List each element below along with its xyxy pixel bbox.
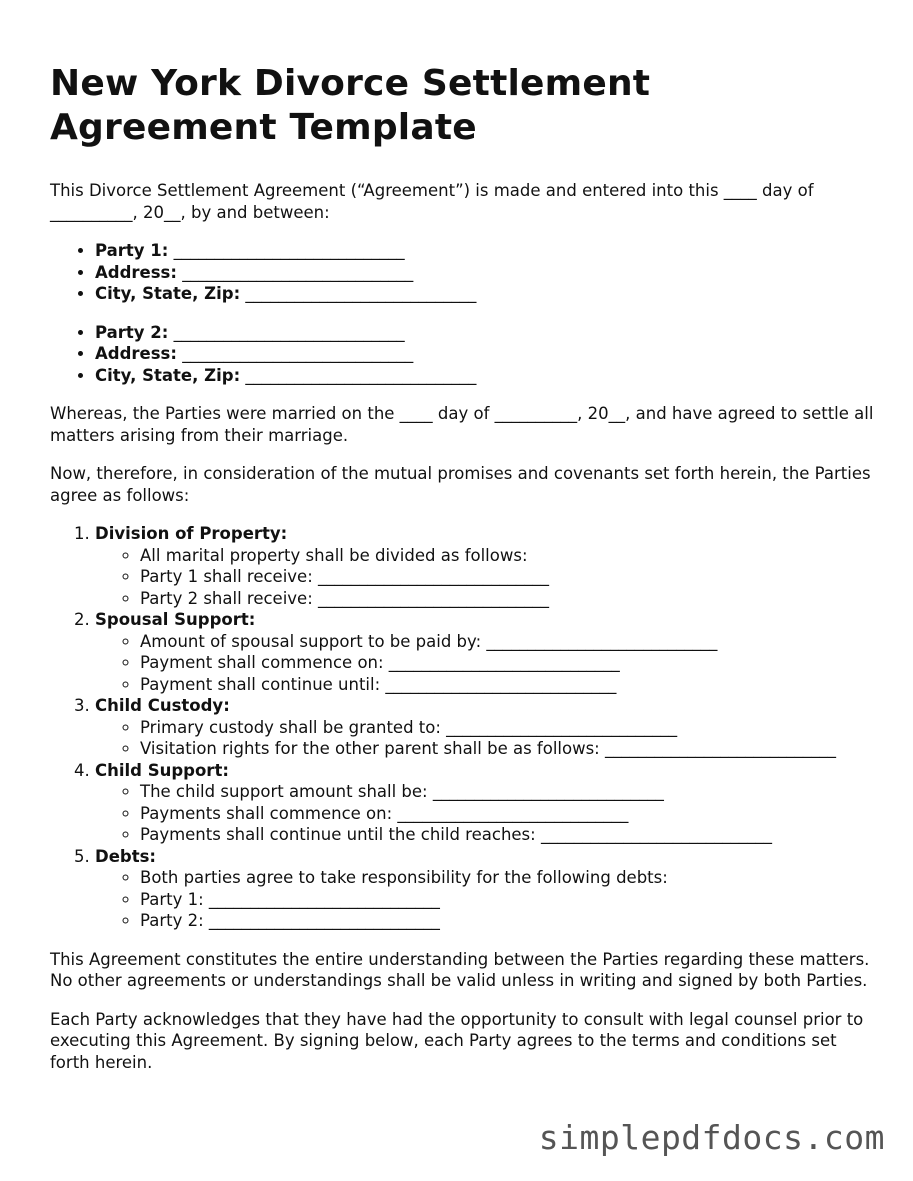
document-page [50, 62, 880, 1090]
list-item: • Party 2: ____________________________ [95, 322, 880, 344]
list-item: ◦ Payments shall continue until the child reaches: ____________________________ [140, 824, 880, 846]
list-item: ◦ Payment shall commence on: ____________________________ [140, 652, 880, 674]
list-item: ◦ Visitation rights for the other parent shall be as follows: ____________________________ [140, 738, 880, 760]
page-title: New York Divorce Settlement Agreement Template [50, 63, 651, 148]
list-item: ◦ Amount of spousal support to be paid by: ____________________________ [140, 631, 880, 653]
list-item: • Address: ____________________________ [95, 343, 880, 365]
list-item: ◦ Party 1: ____________________________ [140, 889, 880, 911]
sections-list [50, 523, 880, 932]
list-item: ◦ Party 2: ____________________________ [140, 910, 880, 932]
party1-list [50, 240, 880, 305]
list-item: • City, State, Zip: ____________________________ [95, 283, 880, 305]
party2-list [50, 322, 880, 387]
section-child-custody: 3. Child Custody: ◦ Primary custody shall be granted to: ____________________________ ◦ Visitation rights for the other parent shall be as follows: ____________________________ [95, 695, 880, 760]
list-item: ◦ Party 2 shall receive: ____________________________ [140, 588, 880, 610]
watermark: simplepdfdocs.com [538, 1118, 885, 1157]
list-item: ◦ Payment shall continue until: ____________________________ [140, 674, 880, 696]
list-item: ◦ All marital property shall be divided as follows: [140, 545, 880, 567]
list-item: ◦ Party 1 shall receive: ____________________________ [140, 566, 880, 588]
list-item: • Party 1: ____________________________ [95, 240, 880, 262]
section-child-support: 4. Child Support: ◦ The child support amount shall be: ____________________________ ◦ Payments shall commence on: ____________________________ ◦ Payments shall continue until the child reaches: ____________________________ [95, 760, 880, 846]
section-debts: 5. Debts: ◦ Both parties agree to take responsibility for the following debts: ◦ Party 1: ____________________________ ◦ Party 2: ____________________________ [95, 846, 880, 932]
list-item: ◦ The child support amount shall be: ____________________________ [140, 781, 880, 803]
whereas-paragraph: Whereas, the Parties were married on the ____ day of __________, 20__, and have agreed to settle all matters arising from their marriage. [50, 404, 874, 445]
section-spousal-support: 2. Spousal Support: ◦ Amount of spousal support to be paid by: ____________________________ ◦ Payment shall commence on: ____________________________ ◦ Payment shall continue until: ____________________________ [95, 609, 880, 695]
list-item: ◦ Payments shall commence on: ____________________________ [140, 803, 880, 825]
list-item: • City, State, Zip: ____________________________ [95, 365, 880, 387]
list-item: • Address: ____________________________ [95, 262, 880, 284]
section-division-of-property: 1. Division of Property: ◦ All marital property shall be divided as follows: ◦ Party 1 shall receive: ____________________________ ◦ Party 2 shall receive: ____________________________ [95, 523, 880, 609]
acknowledgment-paragraph: Each Party acknowledges that they have had the opportunity to consult with legal counsel prior to executing this Agreement. By signing below, each Party agrees to the terms and conditions set forth herein. [50, 1009, 864, 1072]
list-item: ◦ Primary custody shall be granted to: ____________________________ [140, 717, 880, 739]
now-therefore-paragraph: Now, therefore, in consideration of the mutual promises and covenants set forth herein, the Parties agree as follows: [50, 464, 871, 505]
list-item: ◦ Both parties agree to take responsibility for the following debts: [140, 867, 880, 889]
entire-agreement-paragraph: This Agreement constitutes the entire understanding between the Parties regarding these matters. No other agreements or understandings shall be valid unless in writing and signed by both Parties. [50, 949, 870, 990]
intro-paragraph: This Divorce Settlement Agreement (“Agreement”) is made and entered into this ____ day of __________, 20__, by and between: [50, 181, 814, 222]
